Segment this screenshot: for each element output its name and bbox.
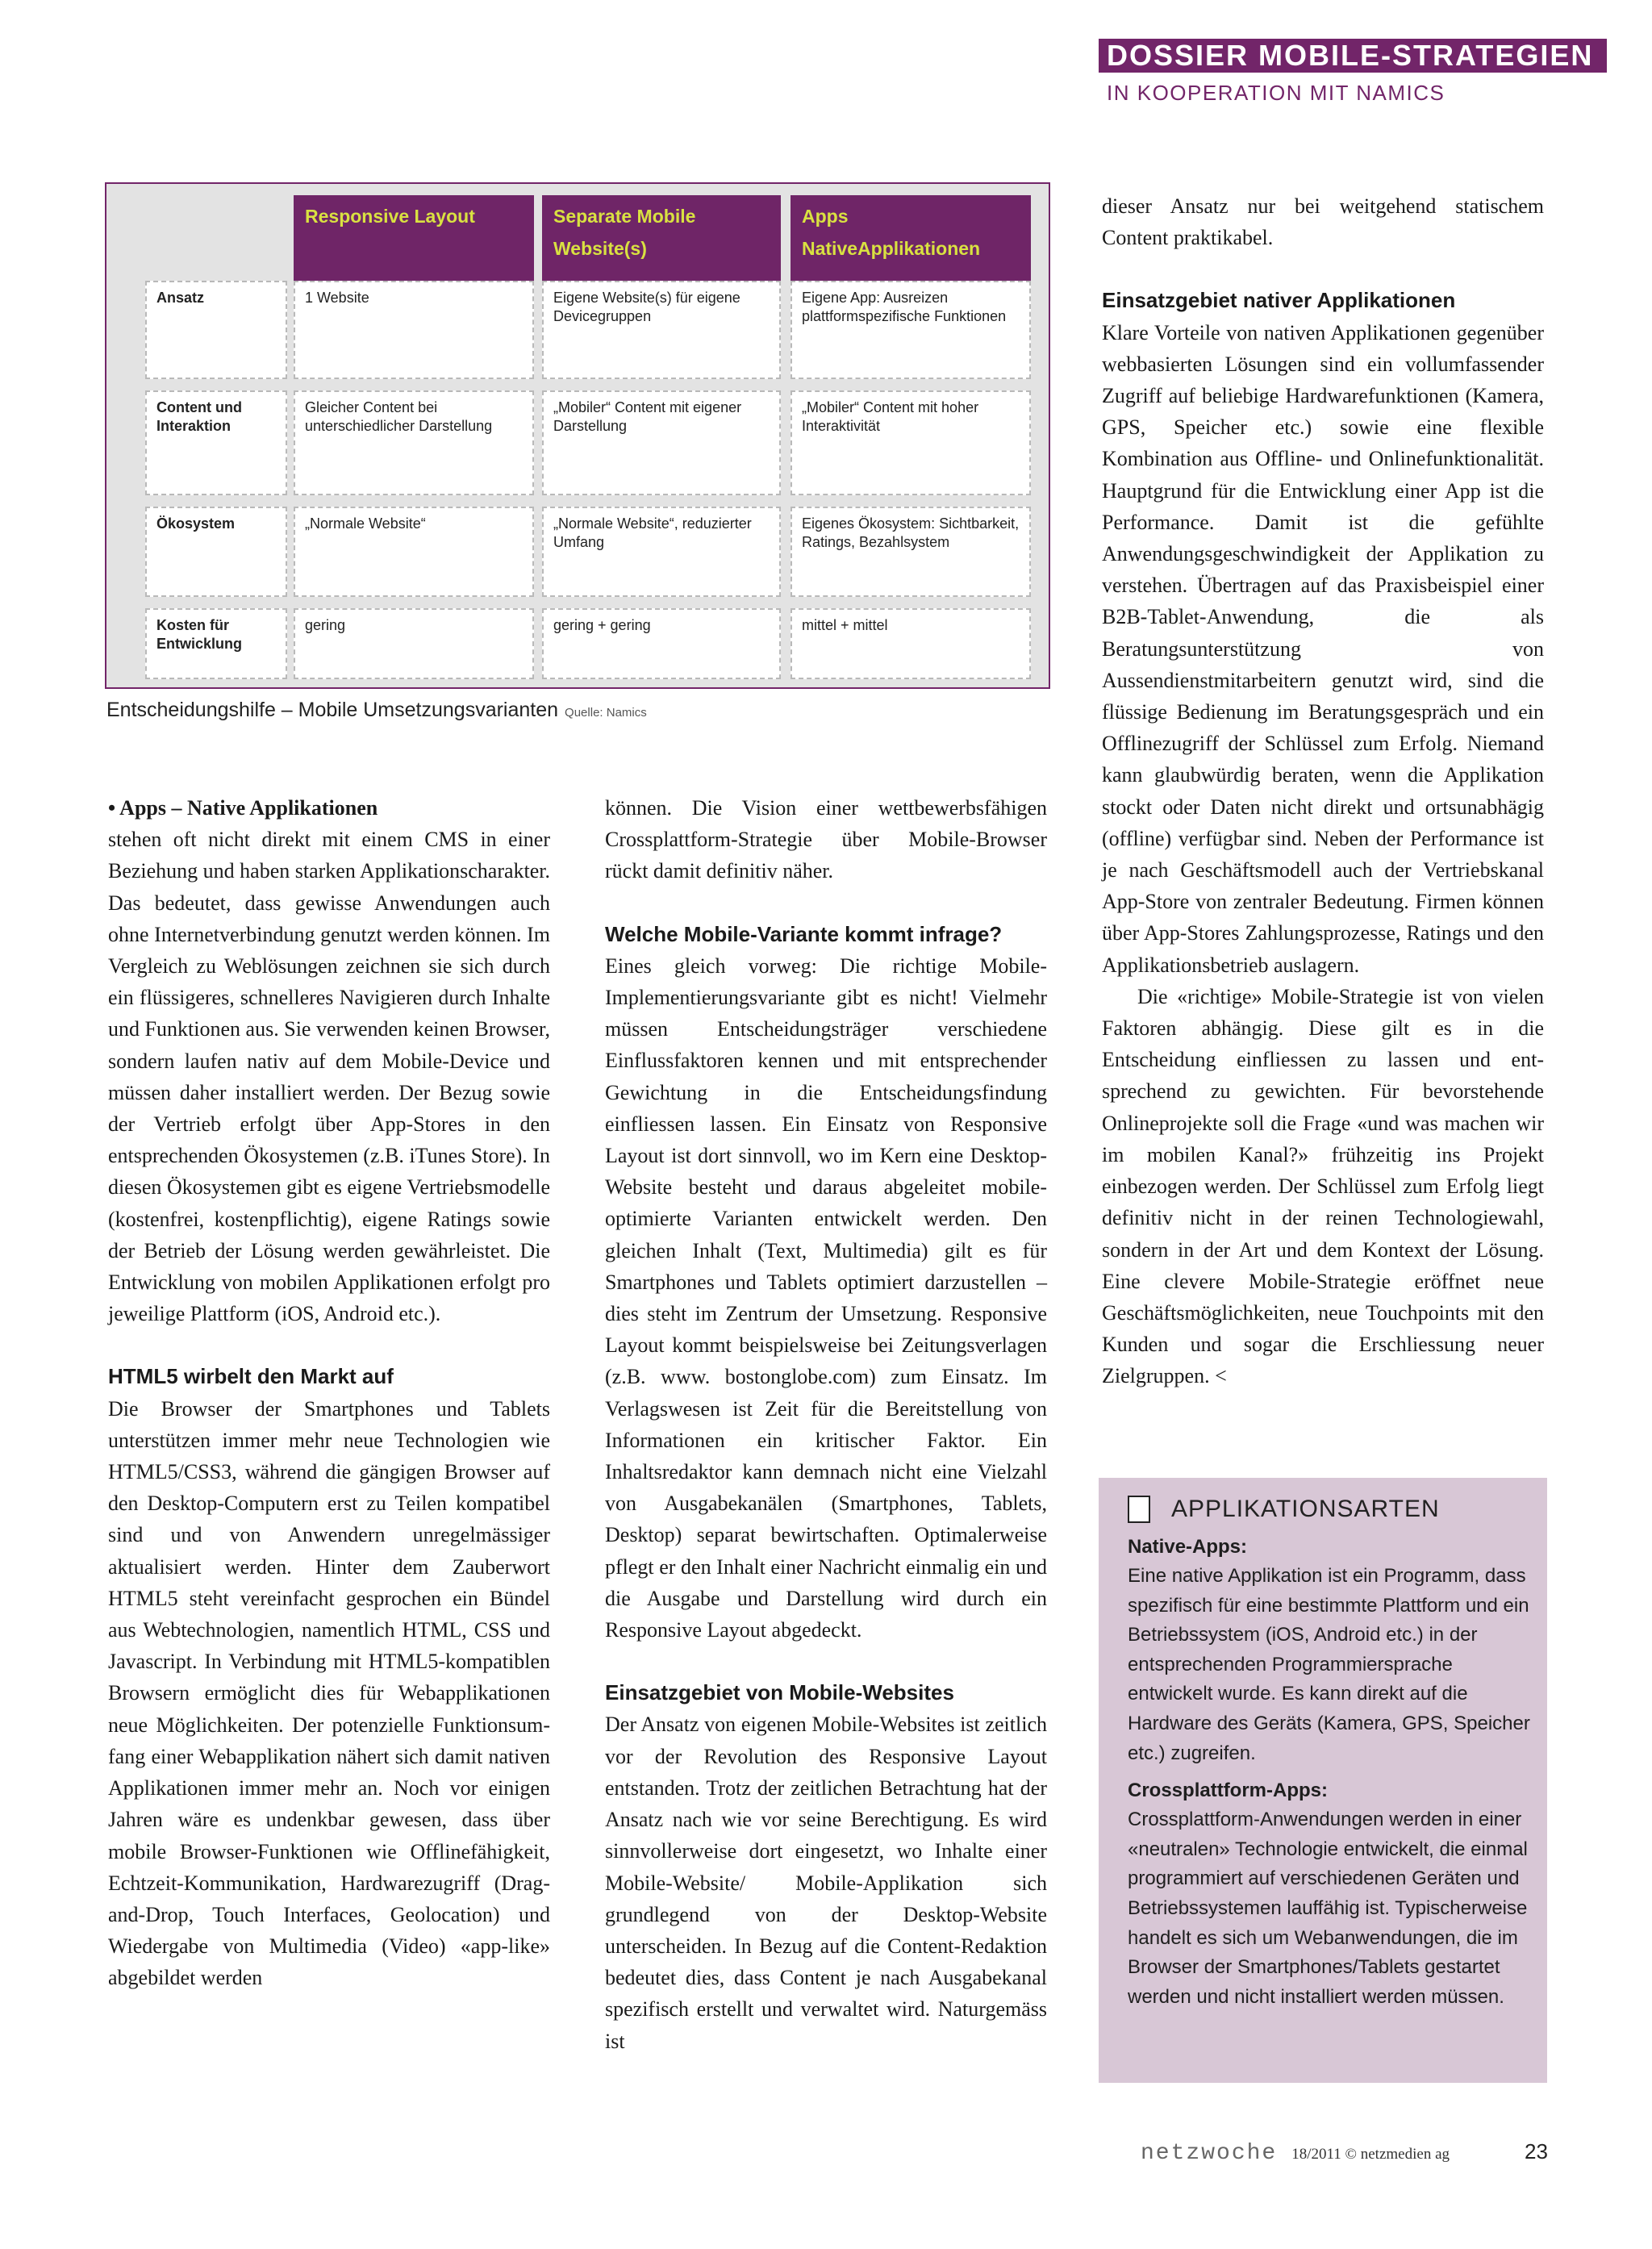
row-label-ansatz: Ansatz xyxy=(145,281,287,379)
body-paragraph: stehen oft nicht direkt mit einem CMS in einer Beziehung und haben starken Applikationscharakter. Das bedeutet, dass gewisse Anwendungen auch ohne Internetverbindung genutzt werden können. Im Vergleich zu Weblösungen zeichnen sie sich durch ein flüssigeres, schnelleres Navigieren durch Inhalte und Funktionen aus. Sie verwenden keinen Browser, sondern laufen nativ auf dem Mobile-Device und müssen daher installiert werden. Der Bezug sowie der Vertrieb erfolgt über App-Stores in den entsprechenden Ökosystemen (z.B. iTunes Store). In diesen Ökosystemen gibt es eigene Vertriebsmodelle (kostenfrei, kostenpflichtig), eigene Ratings sowie der Betrieb der Lösung werden gewährleistet. Die Entwicklung von mobilen Applikationen erfolgt pro jeweilige Plattform (iOS, Android etc.). xyxy=(108,828,551,1326)
table-cell: Eigene Website(s) für eigene Devicegruppen xyxy=(542,281,781,379)
dossier-title: DOSSIER MOBILE-STRATEGIEN xyxy=(1099,39,1607,73)
box-heading: APPLIKATIONSARTEN xyxy=(1171,1496,1440,1522)
row-label-oekosystem: Ökosystem xyxy=(145,507,287,597)
row-label-kosten: Kosten für Entwicklung xyxy=(145,608,287,679)
caption-text: Entscheidungshilfe – Mobile Umsetzungsvarianten xyxy=(106,699,559,721)
table-cell: Eigenes Ökosystem: Sichtbarkeit, Ratings, Bezahlsystem xyxy=(791,507,1031,597)
figure-caption xyxy=(106,699,647,722)
brand-logo: netzwoche xyxy=(1141,2141,1278,2166)
box-paragraph: Eine native Applikation ist ein Programm, dass spezifisch für eine bestimmte Plattform und ein Betriebssystem (iOS, Android etc.) in der entsprechenden Programmiersprache entwickelt wurde. Es kann direkt auf die Hardware des Geräts (Kamera, GPS, Speicher etc.) zugreifen. xyxy=(1128,1565,1530,1764)
row-label-content: Content und Interaktion xyxy=(145,390,287,495)
issue-info: 18/2011 © netzmedien ag xyxy=(1291,2146,1450,2163)
decision-table-figure xyxy=(105,182,1050,689)
body-paragraph: Die Browser der Smartphones und Tablets unterstützen immer mehr neue Technologien wie HTML5/CSS3, während die gängigen Browser auf den Desktop-Computern erst zu Teilen kompatibel sind und von Anwendern unregelmässiger aktualisiert werden. Hinter dem Zauberwort HTML5 steht vereinfacht gesprochen ein Bündel aus Webtechnologien, namentlich HTML, CSS und Javascript. In Verbindung mit HTML5-kompatiblen Browsern ermöglicht dies für Webapplikationen neue Möglichkeiten. Der potenzielle Funktionsumfang einer Webapplikation nähert sich damit nativen Applikationen immer mehr an. Noch vor einigen Jahren wäre es undenkbar gewesen, dass über mobile Browser-Funktionen wie Offlinefähigkeit, Echtzeit-Kommunikation, Hardwarezugriff (Drag-and-Drop, Touch Interfaces, Geolocation) und Wiedergabe von Multimedia (Video) «app-like» abgebildet werden xyxy=(108,1396,550,1990)
body-paragraph: Der Ansatz von eigenen Mobile-Websites ist zeitlich vor der Revolution des Responsive Layout entstanden. Trotz der zeitlichen Betrachtung hat der Ansatz nach wie vor seine Berechtigung. Es wird sinnvollerweise dort eingesetzt, wo Inhalte einer Mobile-Website/ Mobile-Applikation sich grundlegend von der Desktop-Website unterscheiden. In Bezug auf die Content-Redaktion bedeutet dies, dass Content je nach Ausgabekanal spezifisch erstellt und verwaltet wird. Naturgemäss ist xyxy=(605,1713,1047,2053)
page-number: 23 xyxy=(1525,2139,1548,2163)
section-heading: Welche Mobile-Variante kommt infrage? xyxy=(605,921,1003,946)
square-icon xyxy=(1128,1496,1150,1523)
table-cell: „Normale Website“ xyxy=(294,507,534,597)
table-cell: „Normale Website“, reduzierter Umfang xyxy=(542,507,781,597)
body-paragraph: können. Die Vision einer wettbewerbsfähigen Crossplattform-Strategie über Mobile-Browser rückt damit definitiv näher. xyxy=(605,796,1047,883)
box-subheading: Native-Apps: xyxy=(1128,1536,1248,1558)
page-footer xyxy=(1141,2141,1450,2166)
caption-source: Quelle: Namics xyxy=(565,706,647,720)
table-cell: gering xyxy=(294,608,534,679)
table-cell: 1 Website xyxy=(294,281,534,379)
dossier-subtitle: IN KOOPERATION MIT NAMICS xyxy=(1107,81,1446,105)
table-cell: Gleicher Content bei unterschiedlicher Darstellung xyxy=(294,390,534,495)
column-header-responsive: Responsive Layout xyxy=(294,195,534,282)
column-header-apps: Apps NativeApplikationen xyxy=(791,195,1031,282)
box-subheading: Crossplattform-Apps: xyxy=(1128,1780,1329,1802)
box-paragraph: Crossplattform-Anwendungen werden in einer «neutralen» Technologie entwickelt, die einmal programmiert auf verschiedenen Geräten und Betriebssystemen lauffähig ist. Typischerweise handelt es sich um Webanwendungen, die im Browser der Smartphones/Tablets gestartet werden und nicht installiert werden müssen. xyxy=(1128,1809,1528,2008)
body-paragraph: Klare Vorteile von nativen Applikationen gegenüber webbasierten Lösungen sind ein vollumfassender Zugriff auf beliebige Hardwarefunktionen (Kamera, GPS, Speicher etc.) sowie eine flexible Kombination aus Offline- und Onlinefunktionalität. Hauptgrund für die Entwicklung einer App ist die Performance. Damit ist die gefühlte Anwendungsgeschwindigkeit der Applikation zu verstehen. Übertragen auf das Praxisbeispiel einer B2B-Tablet-Anwendung, die als Beratungsunterstützung von Aussendienstmitarbeitern genutzt wird, sind die flüssige Bedienung im Beratungsgespräch und ein Offlinezugriff der Schlüssel zum Erfolg. Niemand kann glaubwürdig beraten, wenn die Applikation stockt oder Daten nicht direkt und ortsunabhägig (offline) verfügbar sind. Neben der Performance ist je nach Geschäftsmodell auch der Vertriebskanal App-Store von zentraler Bedeutung. Firmen können über App-Stores Zahlungsprozesse, Ratings und den Applikationsbetrieb auslagern. xyxy=(1102,320,1544,977)
body-paragraph: Die «richtige» Mobile-Strategie ist von vielen Faktoren abhängig. Diese gilt es in die Entscheidung einfliessen zu lassen und entsprechend zu gewichten. Für bevorstehende Onlineprojekte soll die Frage «und was machen wir im mobilen Kanal?» frühzeitig ins Projekt einbezogen werden. Der Schlüssel zum Erfolg liegt definitiv nicht in der reinen Technologiewahl, sondern in der Art und dem Kontext der Lösung. Eine clevere Mobile-Strategie eröffnet neue Geschäftsmöglichkeiten, neue Touchpoints mit den Kunden und sogar die Erschliessung neuer Zielgruppen. < xyxy=(1102,984,1544,1388)
body-paragraph: Eines gleich vorweg: Die richtige Mobile-Implementierungsvariante gibt es nicht! Vielmehr müssen Entscheidungsträger verschiedene Einflussfaktoren kennen und mit entsprechender Gewichtung in die Entscheidungsfindung einfliessen lassen. Ein Einsatz von Responsive Layout ist dort sinnvoll, wo im Kern eine Desktop-Website besteht und daraus abgeleitet mobile-optimierte Varianten entwickelt werden. Den gleichen Inhalt (Text, Multimedia) gilt es für Smartphones und Tablets optimiert darzustellen – dies steht im Zentrum der Umsetzung. Responsive Layout kommt beispielsweise bei Zeitungsverlagen (z.B. www. bostonglobe.com) zum Einsatz. Im Verlagswesen ist Zeit für die Bereitstellung von Informationen ein kritischer Faktor. Ein Inhaltsredaktor kann demnach nicht eine Vielzahl von Ausgabekanälen (Smartphones, Tablets, Desktop) separat bewirtschaften. Optimalerweise pflegt er den Inhalt einer Nachricht einmalig ein und die Ausgabe und Darstellung wird durch ein Responsive Layout abgedeckt. xyxy=(605,953,1047,1642)
column-1 xyxy=(108,792,550,1994)
table-cell: Eigene App: Ausreizen plattformspezifische Funktionen xyxy=(791,281,1031,379)
bullet-heading: • Apps – Native Applikationen xyxy=(108,796,378,820)
column-header-mobile-website: Separate Mobile Website(s) xyxy=(542,195,781,282)
section-heading: Einsatzgebiet von Mobile-Websites xyxy=(605,1680,954,1705)
table-cell: mittel + mittel xyxy=(791,608,1031,679)
sidebar-box-applikationsarten xyxy=(1099,1478,1547,2083)
column-3 xyxy=(1102,190,1544,1392)
table-cell: „Mobiler“ Content mit hoher Interaktivität xyxy=(791,390,1031,495)
table-cell: „Mobiler“ Content mit eigener Darstellung xyxy=(542,390,781,495)
table-cell: gering + gering xyxy=(542,608,781,679)
body-paragraph: dieser Ansatz nur bei weitgehend statischem Content praktikabel. xyxy=(1102,194,1544,250)
section-heading: HTML5 wirbelt den Markt auf xyxy=(108,1364,394,1389)
box-title xyxy=(1128,1496,1531,1523)
section-heading: Einsatzgebiet nativer Applikationen xyxy=(1102,288,1456,313)
column-2 xyxy=(605,792,1047,2057)
